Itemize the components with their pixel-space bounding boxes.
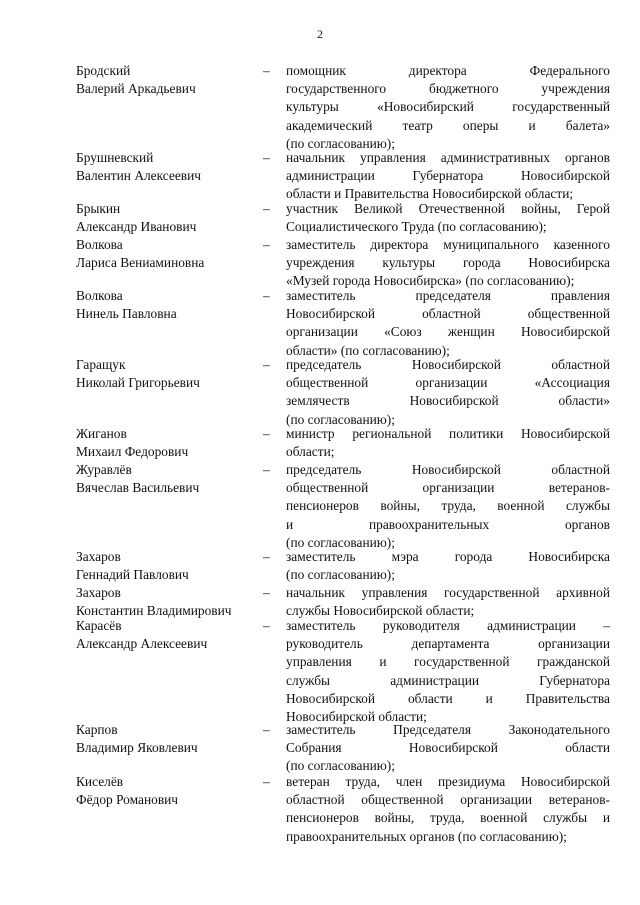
- member-given-names: Владимир Яковлевич: [76, 740, 198, 756]
- dash-separator: –: [263, 63, 270, 78]
- position-line: области и Правительства Новосибирской области;: [286, 186, 574, 202]
- position-line: государственного бюджетного учреждения: [286, 81, 610, 97]
- position-line: руководитель департамента организации: [286, 636, 610, 652]
- position-line: учреждения культуры города Новосибирска: [286, 255, 610, 271]
- position-line: областной общественной организации ветеранов-: [286, 792, 610, 808]
- member-given-names: Михаил Федорович: [76, 444, 189, 460]
- position-line: общественной организации «Ассоциация: [286, 375, 610, 391]
- member-position: [286, 617, 610, 726]
- member-surname: Захаров: [76, 585, 121, 600]
- member-position: [286, 356, 610, 429]
- member-given-names: Геннадий Павлович: [76, 567, 189, 583]
- member-position: [286, 425, 610, 461]
- dash-separator: –: [263, 150, 270, 165]
- member-surname: Жиганов: [76, 426, 127, 441]
- position-line: общественной организации ветеранов-: [286, 480, 610, 496]
- member-position: [286, 584, 610, 620]
- member-name: [76, 773, 256, 809]
- position-line: Собрания Новосибирской области: [286, 740, 610, 756]
- position-line: помощник директора Федерального: [286, 63, 610, 78]
- position-line: Новосибирской областной общественной: [286, 306, 610, 322]
- member-position: [286, 548, 610, 584]
- position-line: (по согласованию);: [286, 567, 395, 583]
- dash-separator: –: [263, 549, 270, 564]
- member-name: [76, 62, 256, 98]
- dash-separator: –: [263, 585, 270, 600]
- position-line: заместитель мэра города Новосибирска: [286, 549, 610, 564]
- member-given-names: Александр Алексеевич: [76, 636, 208, 652]
- member-position: [286, 461, 610, 552]
- member-given-names: Константин Владимирович: [76, 603, 232, 619]
- position-line: области» (по согласованию);: [286, 342, 450, 358]
- position-line: и правоохранительных органов: [286, 516, 610, 532]
- position-line: заместитель руководителя администрации –: [286, 618, 610, 633]
- member-position: [286, 773, 610, 846]
- position-line: службы Новосибирской области;: [286, 603, 475, 619]
- member-position: [286, 62, 610, 153]
- member-name: [76, 236, 256, 272]
- position-line: организации «Союз женщин Новосибирской: [286, 324, 610, 340]
- member-surname: Волкова: [76, 288, 123, 303]
- member-name: [76, 461, 256, 497]
- position-line: области;: [286, 444, 335, 460]
- member-name: [76, 584, 256, 620]
- position-line: начальник управления государственной архивной: [286, 585, 610, 600]
- member-position: [286, 149, 610, 204]
- member-position: [286, 287, 610, 360]
- position-line: участник Великой Отечественной войны, Герой: [286, 201, 610, 216]
- page-number: 2: [317, 27, 323, 41]
- dash-separator: –: [263, 237, 270, 252]
- dash-separator: –: [263, 201, 270, 216]
- position-line: начальник управления административных органов: [286, 150, 610, 165]
- position-line: службы администрации Губернатора: [286, 672, 610, 688]
- dash-separator: –: [263, 357, 270, 372]
- member-position: [286, 236, 610, 291]
- member-surname: Брыкин: [76, 201, 121, 216]
- member-surname: Бродский: [76, 63, 131, 78]
- position-line: министр региональной политики Новосибирской: [286, 426, 610, 441]
- dash-separator: –: [263, 288, 270, 303]
- position-line: Новосибирской области;: [286, 709, 427, 725]
- position-line: ветеран труда, член президиума Новосибирской: [286, 774, 610, 789]
- member-position: [286, 721, 610, 776]
- position-line: заместитель Председателя Законодательного: [286, 722, 610, 737]
- member-given-names: Вячеслав Васильевич: [76, 480, 200, 496]
- member-surname: Брушневский: [76, 150, 154, 165]
- position-line: Социалистического Труда (по согласованию);: [286, 219, 547, 235]
- position-line: заместитель директора муниципального казенного: [286, 237, 610, 252]
- position-line: пенсионеров войны, труда, военной службы: [286, 498, 610, 514]
- member-name: [76, 721, 256, 757]
- member-given-names: Лариса Вениаминовна: [76, 255, 205, 271]
- dash-separator: –: [263, 774, 270, 789]
- member-surname: Журавлёв: [76, 462, 132, 477]
- member-given-names: Николай Григорьевич: [76, 375, 200, 391]
- member-given-names: Валерий Аркадьевич: [76, 81, 196, 97]
- position-line: (по согласованию);: [286, 534, 395, 550]
- member-name: [76, 149, 256, 185]
- dash-separator: –: [263, 618, 270, 633]
- member-name: [76, 356, 256, 392]
- member-surname: Киселёв: [76, 774, 124, 789]
- position-line: администрации Губернатора Новосибирской: [286, 168, 610, 184]
- member-given-names: Фёдор Романович: [76, 792, 179, 808]
- member-surname: Карпов: [76, 722, 118, 737]
- member-name: [76, 200, 256, 236]
- member-surname: Волкова: [76, 237, 123, 252]
- position-line: культуры «Новосибирский государственный: [286, 99, 610, 115]
- position-line: председатель Новосибирской областной: [286, 357, 610, 372]
- member-given-names: Александр Иванович: [76, 219, 197, 235]
- position-line: академический театр оперы и балета»: [286, 117, 610, 133]
- member-surname: Гаращук: [76, 357, 126, 372]
- position-line: (по согласованию);: [286, 411, 395, 427]
- dash-separator: –: [263, 722, 270, 737]
- dash-separator: –: [263, 426, 270, 441]
- member-name: [76, 425, 256, 461]
- position-line: управления и государственной гражданской: [286, 654, 610, 670]
- member-name: [76, 287, 256, 323]
- position-line: Новосибирской области и Правительства: [286, 690, 610, 706]
- member-given-names: Нинель Павловна: [76, 306, 177, 322]
- position-line: заместитель председателя правления: [286, 288, 610, 303]
- member-position: [286, 200, 610, 236]
- member-name: [76, 617, 256, 653]
- position-line: «Музей города Новосибирска» (по согласованию);: [286, 273, 575, 289]
- position-line: председатель Новосибирской областной: [286, 462, 610, 477]
- member-name: [76, 548, 256, 584]
- member-surname: Захаров: [76, 549, 121, 564]
- member-given-names: Валентин Алексеевич: [76, 168, 202, 184]
- position-line: (по согласованию);: [286, 758, 395, 774]
- dash-separator: –: [263, 462, 270, 477]
- member-surname: Карасёв: [76, 618, 122, 633]
- position-line: правоохранительных органов (по согласованию);: [286, 828, 567, 844]
- position-line: землячеств Новосибирской области»: [286, 393, 610, 409]
- position-line: (по согласованию);: [286, 135, 395, 151]
- position-line: пенсионеров войны, труда, военной службы и: [286, 810, 610, 826]
